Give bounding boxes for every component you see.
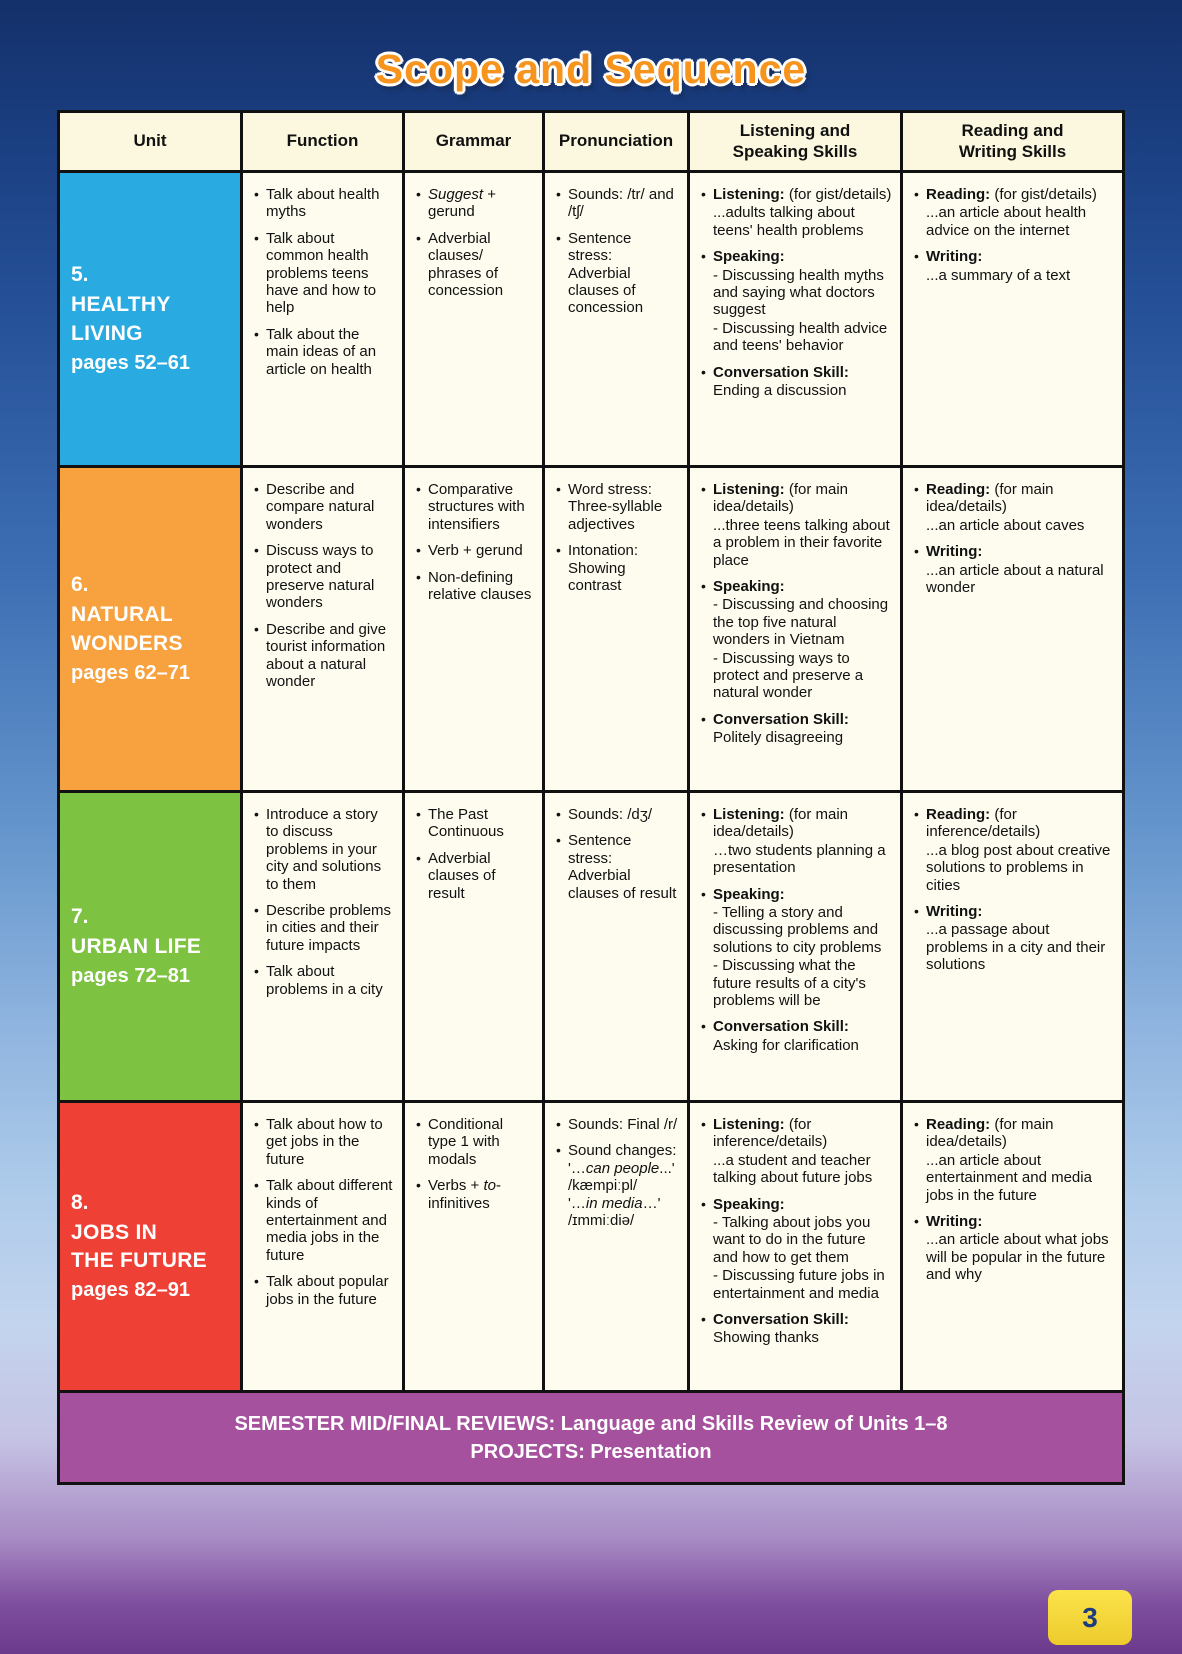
skill-label: Speaking:: [713, 248, 785, 266]
skill-line: Ending a discussion: [713, 381, 847, 399]
bullet-item: • Conditional type 1 with modals: [415, 1116, 534, 1168]
skill-line: - Discussing health myths and saying what doctors suggest: [713, 266, 884, 319]
scope-sequence-table: [57, 110, 1125, 1485]
skill-entry: [700, 711, 892, 747]
unit-title: JOBS IN THE FUTURE: [71, 1220, 207, 1272]
pronunciation-cell: [545, 173, 690, 465]
skill-line: Asking for clarification: [713, 1036, 859, 1054]
skill-entry: [700, 364, 892, 400]
skill-label-suffix: (for main idea/details): [713, 806, 849, 841]
skill-heading: [926, 1116, 1114, 1151]
skill-label-suffix: (for main idea/details): [926, 481, 1054, 516]
skill-entry: [700, 186, 892, 239]
skill-label: Listening:: [713, 186, 785, 203]
skill-entry: [700, 578, 892, 702]
skill-heading: [713, 1116, 892, 1151]
skill-line: - Discussing health advice and teens' behavior: [713, 319, 888, 355]
skill-label: Writing:: [926, 902, 983, 920]
bullet-list: [253, 1116, 394, 1308]
bullet-item: • Adverbial clauses of result: [415, 850, 534, 902]
page-number-tab: [1048, 1590, 1132, 1645]
header-cell: Pronunciation: [545, 113, 690, 170]
unit-pages: pages 62–71: [71, 661, 190, 684]
page-number: 3: [1082, 1601, 1098, 1633]
skill-heading: [926, 903, 1114, 920]
bullet-item: • Comparative structures with intensifiers: [415, 481, 534, 533]
bullet-item: • Sounds: /dʒ/: [555, 806, 679, 823]
skill-line: - Talking about jobs you want to do in the future and how to get them: [713, 1213, 871, 1266]
skill-list: [913, 186, 1114, 284]
bullet-item: • Word stress: Three-syllable adjectives: [555, 481, 679, 533]
function-cell: [243, 1103, 405, 1390]
header-cell: Listening and Speaking Skills: [690, 113, 903, 170]
skill-line: ...three teens talking about a problem in their favorite place: [713, 516, 890, 569]
bullet-list: [415, 481, 534, 603]
skill-line: - Discussing future jobs in entertainment and media: [713, 1267, 885, 1302]
reading-writing-cell: [903, 1103, 1122, 1390]
skill-label: Listening:: [713, 806, 785, 823]
bullet-item: • Describe problems in cities and their future impacts: [253, 902, 394, 954]
pronunciation-cell: [545, 1103, 690, 1390]
bullet-list: [253, 806, 394, 998]
bullet-item: • Talk about health myths: [253, 186, 394, 221]
bullet-item: • Intonation: Showing contrast: [555, 542, 679, 594]
bullet-list: [555, 1116, 679, 1229]
skill-entry: [913, 543, 1114, 596]
italic-text: in media: [585, 1194, 643, 1212]
skill-heading: [713, 1196, 892, 1213]
italic-text: can people: [585, 1159, 660, 1177]
bullet-item: • Talk about different kinds of entertainment and media jobs in the future: [253, 1177, 394, 1264]
unit-cell: [60, 173, 243, 465]
skill-line: - Discussing and choosing the top five natural wonders in Vietnam: [713, 596, 889, 649]
grammar-cell: [405, 793, 545, 1100]
skill-heading: [713, 711, 892, 728]
bullet-item: • Describe and give tourist information about a natural wonder: [253, 621, 394, 691]
skill-heading: [926, 186, 1114, 203]
skill-label: Listening:: [713, 481, 785, 498]
bullet-item: • Sentence stress: Adverbial clauses of result: [555, 832, 679, 902]
bullet-item: • Talk about how to get jobs in the future: [253, 1116, 394, 1168]
skill-entry: [913, 903, 1114, 974]
unit-cell: [60, 468, 243, 790]
skill-entry: [913, 1116, 1114, 1204]
skill-line: …two students planning a presentation: [713, 841, 886, 877]
skill-heading: [713, 248, 892, 265]
skill-label-suffix: (for main idea/details): [926, 1116, 1054, 1151]
grammar-cell: [405, 468, 545, 790]
skill-line: ...a blog post about creative solutions to problems in cities: [926, 841, 1111, 894]
skill-entry: [700, 481, 892, 569]
skill-line: ...adults talking about teens' health problems: [713, 204, 864, 239]
reading-writing-cell: [903, 468, 1122, 790]
header-cell: Reading and Writing Skills: [903, 113, 1122, 170]
skill-label: Reading:: [926, 806, 991, 823]
skill-line: - Discussing what the future results of a city's problems will be: [713, 957, 866, 1009]
skill-label-suffix: (for main idea/details): [713, 481, 849, 516]
text: -infinitives: [428, 1177, 501, 1212]
skill-line: ...a passage about problems in a city and their solutions: [926, 921, 1106, 974]
function-cell: [243, 793, 405, 1100]
skill-label: Speaking:: [713, 885, 785, 903]
unit-cell: [60, 1103, 243, 1390]
grammar-cell: [405, 1103, 545, 1390]
text: + gerund: [428, 186, 496, 221]
bullet-item: • Sounds: Final /r/: [555, 1116, 679, 1133]
skill-label: Speaking:: [713, 577, 785, 595]
function-cell: [243, 173, 405, 465]
skill-entry: [913, 1213, 1114, 1284]
skill-entry: [700, 806, 892, 877]
skill-line: - Telling a story and discussing problems and solutions to city problems: [713, 903, 882, 956]
skill-label: Conversation Skill:: [713, 1310, 849, 1328]
skill-line: ...a student and teacher talking about future jobs: [713, 1151, 873, 1187]
skill-label-suffix: (for gist/details): [990, 186, 1097, 203]
unit-title: HEALTHY LIVING: [71, 293, 171, 345]
skill-heading: [926, 1213, 1114, 1230]
skill-label: Writing:: [926, 543, 983, 561]
skill-line: Politely disagreeing: [713, 729, 844, 747]
function-cell: [243, 468, 405, 790]
skill-list: [913, 481, 1114, 596]
bullet-list: [555, 806, 679, 902]
skill-label-suffix: (for inference/details): [926, 806, 1041, 841]
skill-list: [700, 481, 892, 746]
skill-heading: [926, 481, 1114, 516]
table-body: [60, 173, 1122, 1393]
bullet-item: • Non-defining relative clauses: [415, 569, 534, 604]
skill-heading: [926, 248, 1114, 265]
skill-entry: [700, 1311, 892, 1347]
bullet-item: • Discuss ways to protect and preserve natural wonders: [253, 542, 394, 612]
unit-cell: [60, 793, 243, 1100]
text: Sound changes: '…: [568, 1142, 677, 1177]
skill-heading: [713, 364, 892, 381]
skill-heading: [713, 1018, 892, 1035]
skill-line: ...an article about a natural wonder: [926, 561, 1104, 596]
skill-list: [700, 806, 892, 1054]
unit-number: 7.: [71, 904, 89, 928]
table-row: [60, 173, 1122, 468]
skill-entry: [913, 186, 1114, 239]
skill-label: Writing:: [926, 248, 983, 266]
pronunciation-cell: [545, 468, 690, 790]
table-row: [60, 468, 1122, 793]
skill-entry: [913, 806, 1114, 894]
skill-list: [700, 186, 892, 399]
bullet-list: [415, 1116, 534, 1212]
skill-entry: [700, 1116, 892, 1187]
listening-speaking-cell: [690, 173, 903, 465]
skill-line: ...an article about caves: [926, 516, 1085, 534]
skill-heading: [713, 578, 892, 595]
skill-entry: [913, 481, 1114, 534]
bullet-item: • Adverbial clauses/ phrases of concession: [415, 230, 534, 300]
pronunciation-cell: [545, 793, 690, 1100]
bullet-item: [415, 186, 534, 221]
reviews-banner: [60, 1393, 1122, 1482]
skill-label: Conversation Skill:: [713, 363, 849, 381]
bullet-item: • Introduce a story to discuss problems in your city and solutions to them: [253, 806, 394, 893]
bullet-list: [555, 481, 679, 594]
header-cell: Unit: [60, 113, 243, 170]
skill-label: Writing:: [926, 1212, 983, 1230]
skill-heading: [713, 806, 892, 841]
reviews-banner-line-2: PROJECTS: Presentation: [470, 1440, 712, 1463]
italic-text: Suggest: [428, 186, 484, 203]
bullet-list: [415, 806, 534, 902]
skill-entry: [700, 1196, 892, 1302]
unit-pages: pages 72–81: [71, 965, 190, 988]
reading-writing-cell: [903, 793, 1122, 1100]
grammar-cell: [405, 173, 545, 465]
unit-title: NATURAL WONDERS: [71, 603, 183, 655]
bullet-item: [555, 1142, 679, 1229]
bullet-item: • Sentence stress: Adverbial clauses of concession: [555, 230, 679, 317]
skill-heading: [713, 481, 892, 516]
skill-label-suffix: (for gist/details): [784, 186, 892, 203]
bullet-item: • Talk about popular jobs in the future: [253, 1273, 394, 1308]
skill-line: ...an article about health advice on the internet: [926, 204, 1087, 239]
italic-text: to: [483, 1177, 496, 1195]
listening-speaking-cell: [690, 793, 903, 1100]
skill-entry: [700, 248, 892, 354]
bullet-item: • Talk about common health problems teens have and how to help: [253, 230, 394, 317]
skill-entry: [913, 248, 1114, 284]
bullet-item: • Verb + gerund: [415, 542, 534, 559]
page-title: Scope and Sequence: [375, 46, 807, 92]
listening-speaking-cell: [690, 468, 903, 790]
unit-pages: pages 52–61: [71, 351, 190, 374]
unit-title: URBAN LIFE: [71, 934, 202, 958]
unit-number: 5.: [71, 263, 89, 287]
skill-list: [700, 1116, 892, 1347]
bullet-item: • Talk about problems in a city: [253, 963, 394, 998]
skill-list: [913, 1116, 1114, 1284]
skill-list: [913, 806, 1114, 974]
unit-number: 8.: [71, 1190, 89, 1214]
table-header-row: [60, 113, 1122, 173]
table-row: [60, 793, 1122, 1103]
bullet-item: • The Past Continuous: [415, 806, 534, 841]
skill-heading: [926, 543, 1114, 560]
skill-label: Conversation Skill:: [713, 710, 849, 728]
text: …' /ɪmmiːdiə/: [568, 1194, 661, 1229]
listening-speaking-cell: [690, 1103, 903, 1390]
skill-entry: [700, 886, 892, 1010]
reading-writing-cell: [903, 173, 1122, 465]
reviews-banner-line-1: SEMESTER MID/FINAL REVIEWS: Language and Skills Review of Units 1–8: [234, 1412, 948, 1435]
skill-line: ...a summary of a text: [926, 266, 1071, 284]
bullet-item: • Describe and compare natural wonders: [253, 481, 394, 533]
bullet-item: [415, 1177, 534, 1212]
skill-line: Showing thanks: [713, 1329, 819, 1347]
bullet-list: [253, 186, 394, 378]
bullet-list: [415, 186, 534, 299]
header-cell: Function: [243, 113, 405, 170]
bullet-list: [253, 481, 394, 690]
skill-line: ...an article about entertainment and media jobs in the future: [926, 1151, 1092, 1204]
skill-heading: [713, 186, 892, 203]
bullet-item: • Talk about the main ideas of an article on health: [253, 326, 394, 378]
text: ...' /kæmpiːpl/ '…: [568, 1159, 675, 1212]
skill-label: Conversation Skill:: [713, 1018, 849, 1036]
skill-label: Reading:: [926, 186, 991, 203]
unit-pages: pages 82–91: [71, 1279, 190, 1302]
skill-entry: [700, 1018, 892, 1054]
skill-label: Speaking:: [713, 1195, 785, 1213]
skill-label: Reading:: [926, 1116, 991, 1133]
bullet-item: • Sounds: /tr/ and /tʃ/: [555, 186, 679, 221]
skill-label: Listening:: [713, 1116, 785, 1133]
text: Verbs +: [428, 1177, 484, 1195]
skill-line: ...an article about what jobs will be popular in the future and why: [926, 1231, 1109, 1284]
table-row: [60, 1103, 1122, 1393]
bullet-list: [555, 186, 679, 317]
skill-heading: [713, 886, 892, 903]
skill-label-suffix: (for inference/details): [713, 1116, 828, 1151]
skill-line: - Discussing ways to protect and preserve a natural wonder: [713, 649, 864, 702]
unit-number: 6.: [71, 573, 89, 597]
skill-heading: [713, 1311, 892, 1328]
skill-heading: [926, 806, 1114, 841]
header-cell: Grammar: [405, 113, 545, 170]
skill-label: Reading:: [926, 481, 991, 498]
